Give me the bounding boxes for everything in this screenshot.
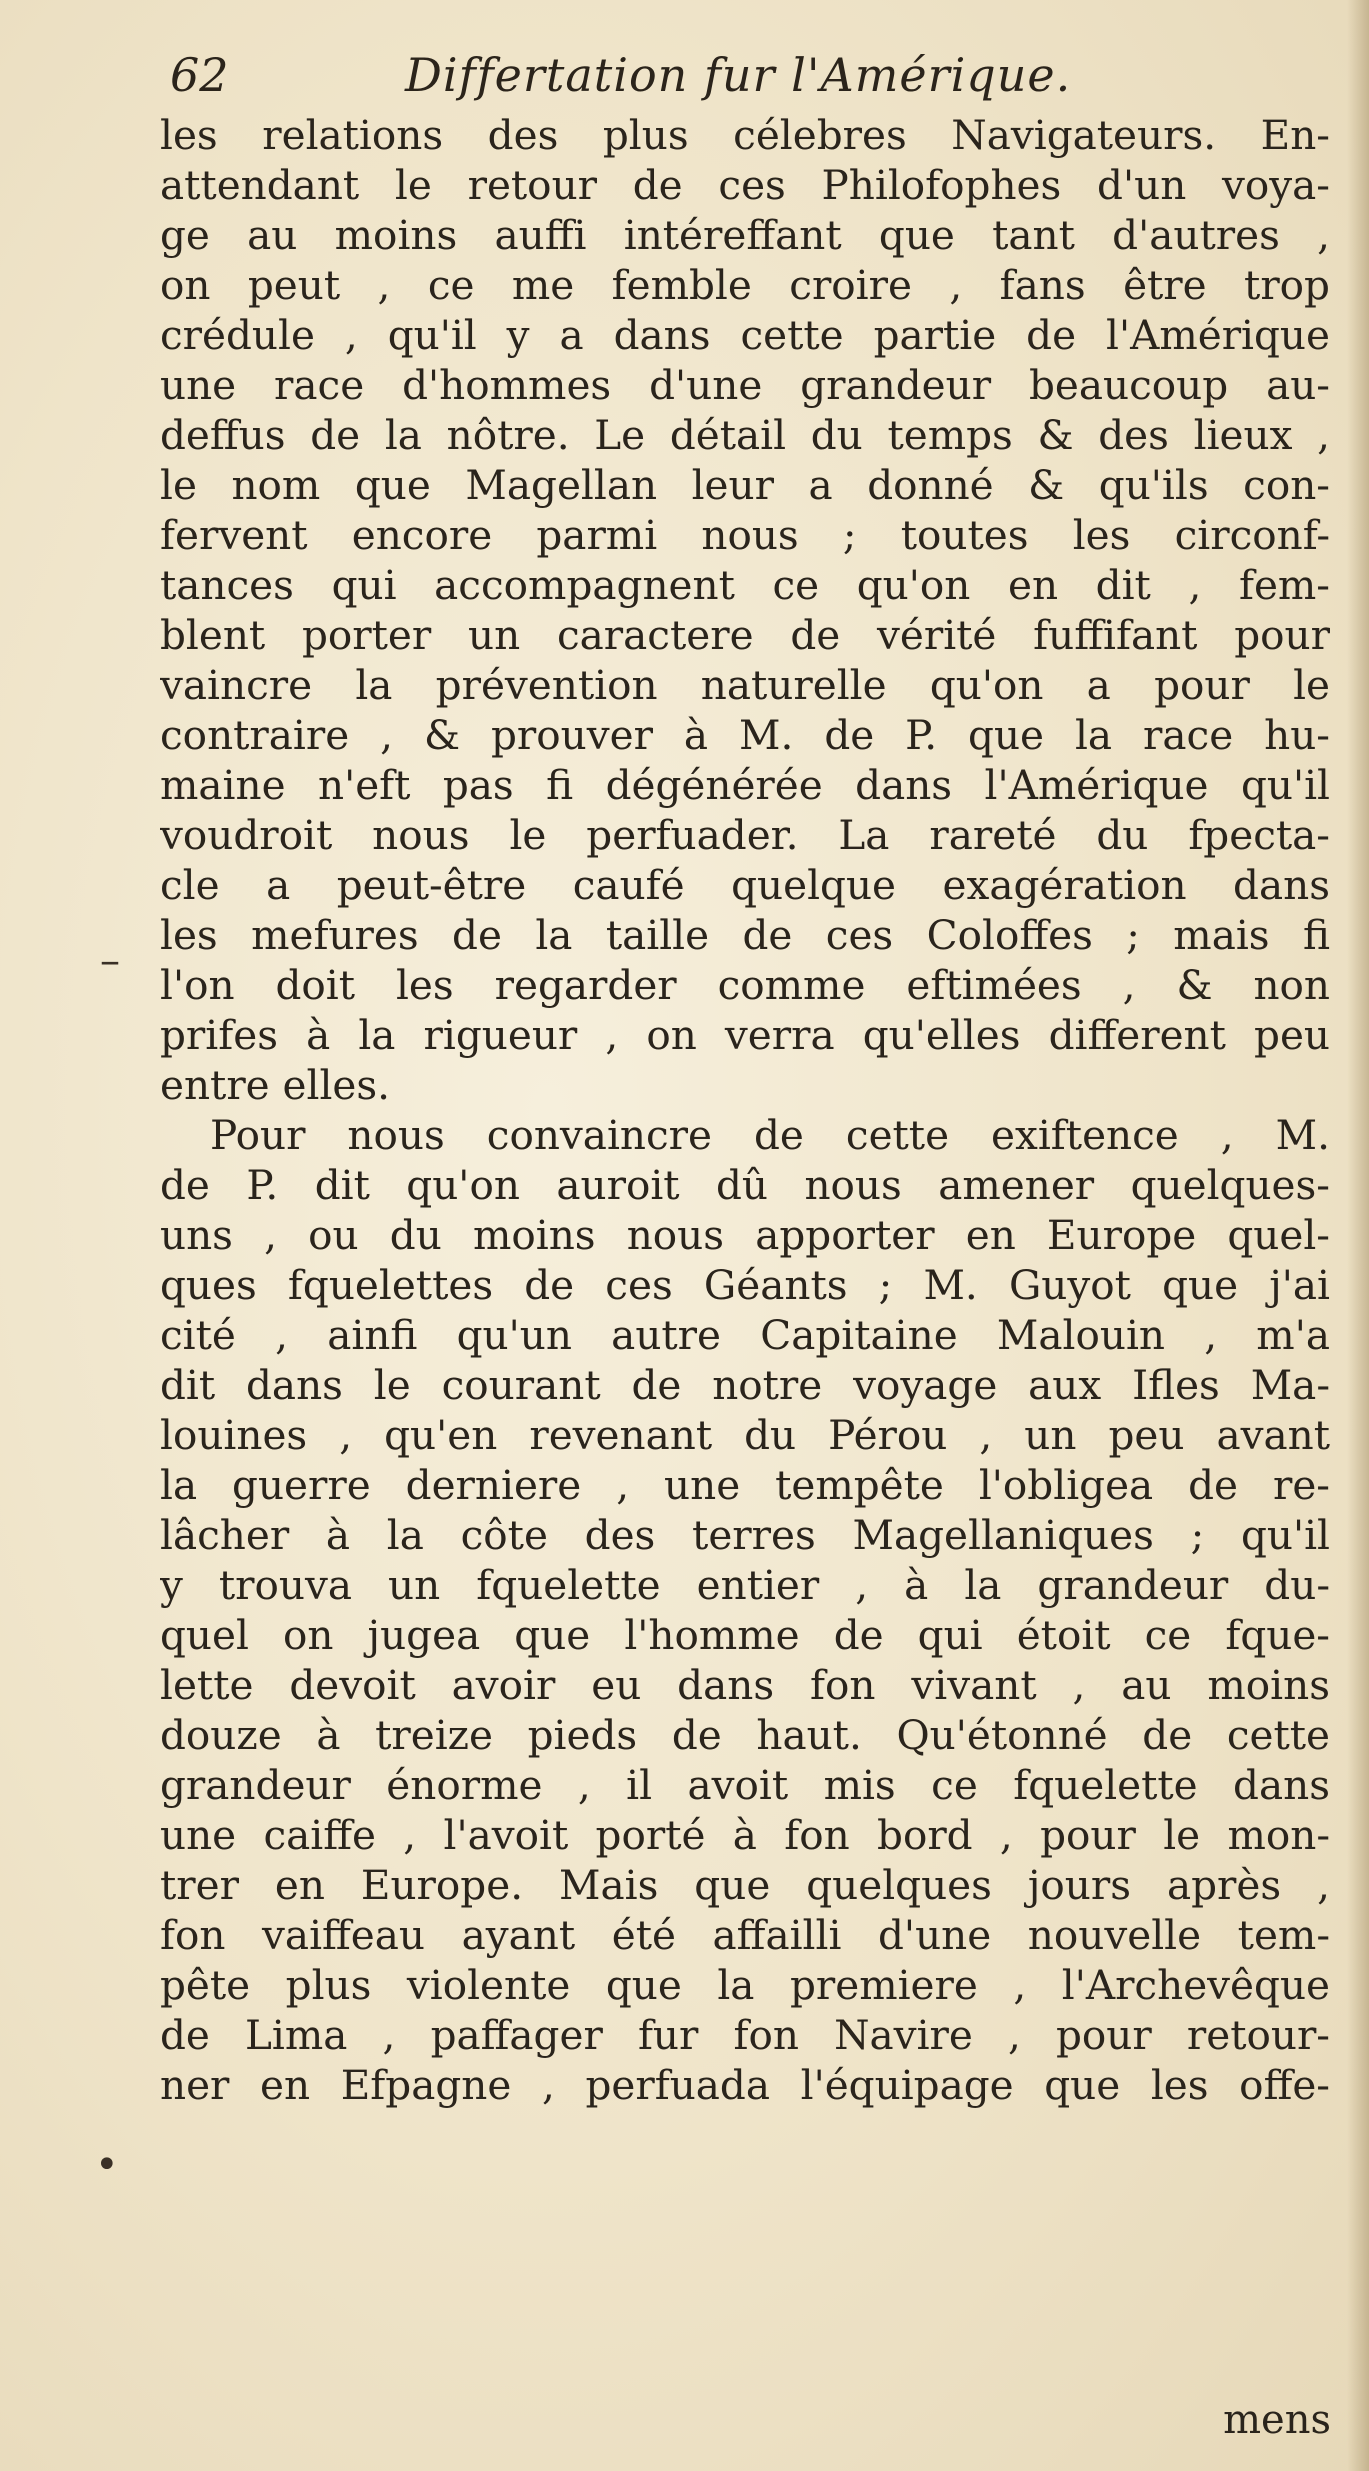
text-line: on peut , ce me femble croire , fans être trop	[160, 261, 1330, 309]
text-line: louines , qu'en revenant du Pérou , un peu avant	[160, 1411, 1330, 1459]
page-number: 62	[170, 48, 229, 102]
text-line: cité , ainfi qu'un autre Capitaine Malouin , m'a	[160, 1311, 1330, 1359]
text-line: ner en Efpagne , perfuada l'équipage que les offe-	[160, 2061, 1330, 2109]
text-line: lette devoit avoir eu dans fon vivant , au moins	[160, 1661, 1330, 1709]
text-line: voudroit nous le perfuader. La rareté du fpecta-	[160, 811, 1330, 859]
text-line: grandeur énorme , il avoit mis ce fquelette dans	[160, 1761, 1330, 1809]
text-line: attendant le retour de ces Philofophes d'un voya-	[160, 161, 1330, 209]
running-head	[160, 40, 1330, 110]
text-line: fon vaiffeau ayant été affailli d'une nouvelle tem-	[160, 1911, 1330, 1959]
text-line: de P. dit qu'on auroit dû nous amener quelques-	[160, 1161, 1330, 1209]
text-line: l'on doit les regarder comme eftimées , & non	[160, 961, 1330, 1009]
page-edge-shadow	[1347, 0, 1369, 2471]
text-line: ge au moins auffi intéreffant que tant d'autres ,	[160, 211, 1330, 259]
text-line: cle a peut-être caufé quelque exagération dans	[160, 861, 1330, 909]
text-line: quel on jugea que l'homme de qui étoit ce fque-	[160, 1611, 1330, 1659]
text-line: les relations des plus célebres Navigateurs. En-	[160, 111, 1330, 159]
text-line: trer en Europe. Mais que quelques jours après ,	[160, 1861, 1330, 1909]
page-text-block	[160, 40, 1330, 2110]
text-line: le nom que Magellan leur a donné & qu'ils con-	[160, 461, 1330, 509]
text-line: maine n'eft pas fi dégénérée dans l'Amérique qu'il	[160, 761, 1330, 809]
text-line: y trouva un fquelette entier , à la grandeur du-	[160, 1561, 1330, 1609]
text-line: pête plus violente que la premiere , l'Archevêque	[160, 1961, 1330, 2009]
text-line: une race d'hommes d'une grandeur beaucoup au-	[160, 361, 1330, 409]
text-line: fervent encore parmi nous ; toutes les circonf-	[160, 511, 1330, 559]
text-line: une caiffe , l'avoit porté à fon bord , pour le mon-	[160, 1811, 1330, 1859]
text-line: de Lima , paffager fur fon Navire , pour retour-	[160, 2011, 1330, 2059]
text-line: vaincre la prévention naturelle qu'on a pour le	[160, 661, 1330, 709]
text-line: contraire , & prouver à M. de P. que la race hu-	[160, 711, 1330, 759]
text-line: tances qui accompagnent ce qu'on en dit , fem-	[160, 561, 1330, 609]
text-line: deffus de la nôtre. Le détail du temps & des lieux ,	[160, 411, 1330, 459]
text-line: la guerre derniere , une tempête l'obligea de re-	[160, 1461, 1330, 1509]
text-line: lâcher à la côte des terres Magellaniques ; qu'il	[160, 1511, 1330, 1559]
text-line: uns , ou du moins nous apporter en Europe quel-	[160, 1211, 1330, 1259]
text-line: douze à treize pieds de haut. Qu'étonné de cette	[160, 1711, 1330, 1759]
catchword: mens	[1223, 2397, 1331, 2443]
text-line: ques fquelettes de ces Géants ; M. Guyot que j'ai	[160, 1261, 1330, 1309]
running-title: Differtation fur l'Amérique.	[405, 48, 1072, 102]
text-line: crédule , qu'il y a dans cette partie de l'Amérique	[160, 311, 1330, 359]
paragraph-end-line: entre elles.	[160, 1061, 391, 1109]
margin-dot-mark: •	[95, 2142, 119, 2188]
text-line: blent porter un caractere de vérité fuffifant pour	[160, 611, 1330, 659]
margin-dash-mark: –	[100, 938, 120, 984]
text-line: les mefures de la taille de ces Coloffes ; mais fi	[160, 911, 1330, 959]
text-line: dit dans le courant de notre voyage aux Ifles Ma-	[160, 1361, 1330, 1409]
paragraph-first-line: Pour nous convaincre de cette exiftence , M.	[210, 1111, 1330, 1159]
text-line: prifes à la rigueur , on verra qu'elles different peu	[160, 1011, 1330, 1059]
